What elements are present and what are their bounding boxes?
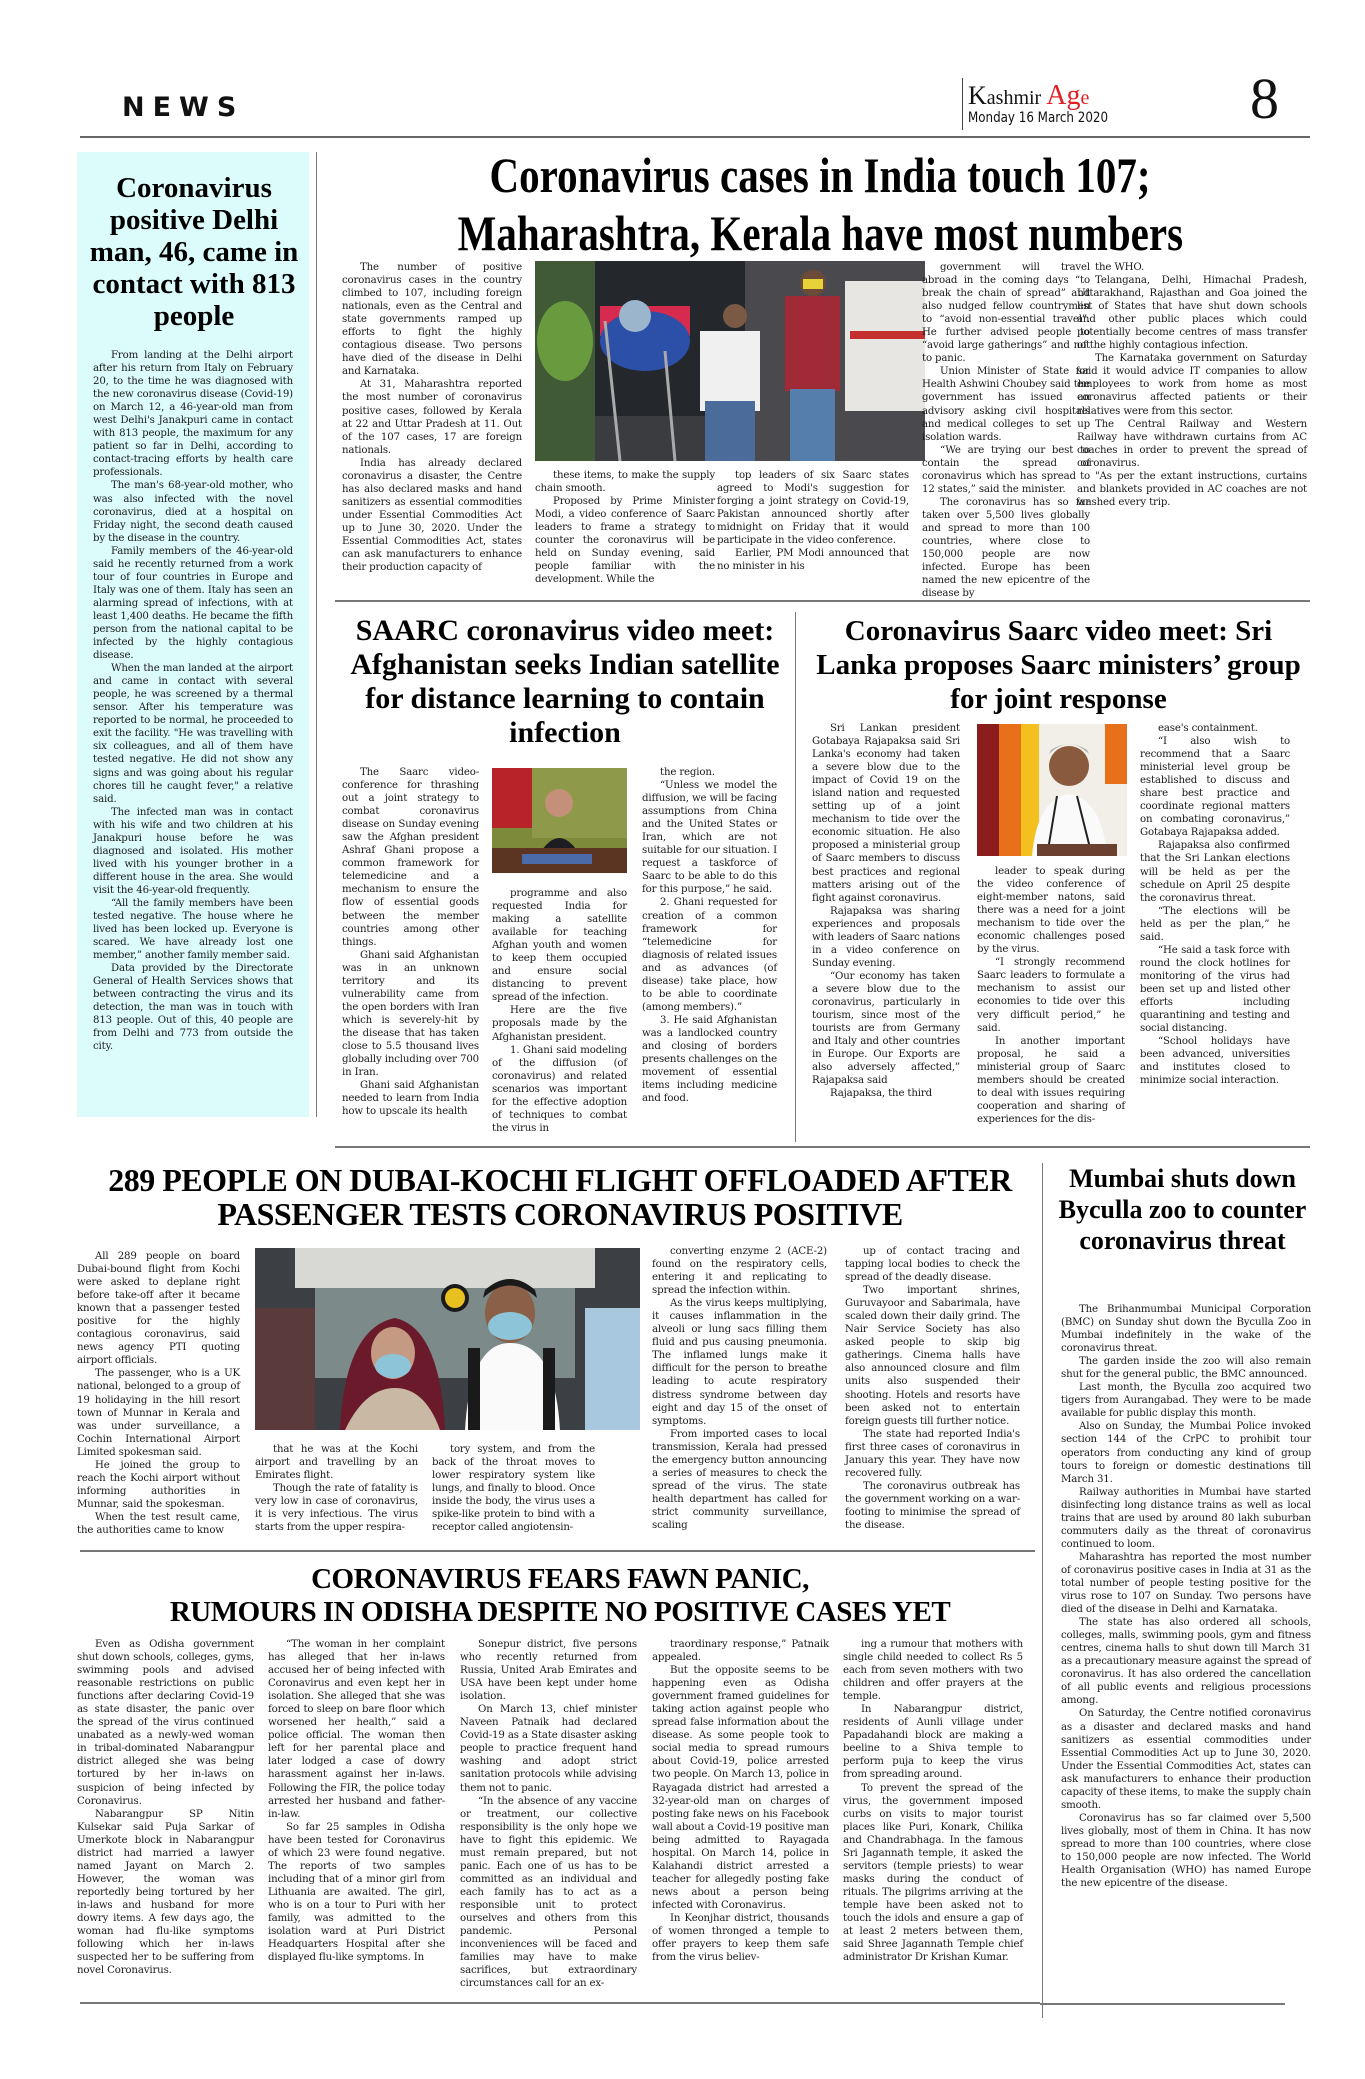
paragraph: All 289 people on board Dubai-bound flight from Kochi were asked to deplane right before take-off after it became known that a passenger tested positive for the highly contagious coronavirus, said news agency PTI quoting airport officials. [77, 1251, 240, 1367]
paragraph: "As per the extant instructions, curtains and blankets provided in AC coaches are not washed every trip. [1077, 470, 1307, 508]
odisha-column-4 [652, 1638, 829, 1964]
section-rule [335, 600, 1310, 602]
paragraph: tory system, and from the back of the throat moves to lower respiratory system like lungs, and finally to blood. Once inside the body, the virus uses a spike-like protein to bind with a receptor called angiotensin- [432, 1444, 595, 1534]
paragraph: “I also wish to recommend that a Saarc ministerial level group be established to discuss and share best practice and coordinate regional matters on combating coronavirus,” Gotabaya Rajapaksa added. [1140, 736, 1290, 839]
paragraph: In another important proposal, he said a ministerial group of Saarc members should be created to deal with issues requiring cooperation and sharing of experiences for the dis- [977, 1035, 1125, 1125]
odisha-headline [80, 1563, 1040, 1629]
paragraph: Coronavirus has so far claimed over 5,500 lives globally, most of them in China. It has now spread to more than 100 countries, where close to 150,000 people are now infected. The World Health Organisation (WHO) has named Europe the new epicentre of the disease. [1061, 1812, 1311, 1890]
paragraph: Two important shrines, Guruvayoor and Sabarimala, have scaled down their daily grind. The Nair Service Society has also asked people to skip big gatherings. Cinema halls have also announced closure and film units also suspended their shooting. Hotels and resorts have been asked not to entertain foreign guests till further notice. [845, 1285, 1020, 1427]
paragraph: “I strongly recommend Saarc leaders to formulate a mechanism to assist our economies to tide over this very difficult period,” he said. [977, 957, 1125, 1034]
paragraph: Rajapaksa was sharing experiences and proposals with leaders of Saarc nations in a video conference on Sunday evening. [812, 905, 960, 969]
column-divider [316, 152, 317, 1117]
paragraph: So far 25 samples in Odisha have been tested for Coronavirus of which 23 were found negative. The reports of two samples including that of a minor girl from Lithuania are awaited. The girl, who is on a tour to Puri with her family, was admitted to the isolation ward at Puri District Headquarters Hospital after she displayed flu-like symptoms. In [268, 1821, 445, 1964]
paragraph: The Saarc video-conference for thrashing out a joint strategy to combat coronavirus disease on Sunday evening saw the Afghan president Ashraf Ghani propose a common framework for telemedicine and a mechanism to ensure the flow of essential goods between the member countries among other things. [342, 767, 479, 948]
srilanka-headline: Coronavirus Saarc video meet: Sri Lanka proposes Saarc ministers’ group for joint response [816, 615, 1301, 715]
paragraph: 3. He said Afghanistan was a landlocked country and closing of borders presents challenges on the movement of essential items including medicine and food. [642, 1014, 777, 1105]
paragraph: “Unless we model the diffusion, we will be facing assumptions from China and the United States or Iran, which are not suitable for our situation. I request a taskforce of Saarc to be able to do this for this purpose,” he said. [642, 780, 777, 896]
paragraph: Sri Lankan president Gotabaya Rajapaksa said Sri Lanka's economy had taken a severe blow due to the impact of Covid 19 on the island nation and requested setting up of a joint mechanism to tide over the economic situation. He also proposed a ministerial group of Saarc members to discuss best practices and regional matters arising out of the fight against coronavirus. [812, 723, 960, 904]
paragraph: Rajapaksa, the third [830, 1088, 932, 1100]
newspaper-logo [968, 80, 1089, 112]
paragraph: “The elections will be held as per the plan,” he said. [1140, 905, 1290, 943]
paragraph: Rajapaksa also confirmed that the Sri Lankan elections will be held as per the schedule on April 25 despite the coronavirus threat. [1140, 840, 1290, 904]
logo-e: e [1080, 87, 1090, 109]
srilanka-column-1 [812, 722, 960, 1100]
paragraph: On Saturday, the Centre notified coronavirus as a disaster and declared masks and hand sanitizers as essential commodities under Essential Commodities Act up to June 30, 2020. Under the Essential Commodities Act, states can ask manufacturers to enhance their production capacity of these items, to make the supply chain smooth. [1061, 1708, 1311, 1811]
sidebar-article-body [93, 349, 293, 1054]
paragraph: programme and also requested India for making a satellite available for teaching Afghan youth and women to keep them occupied and ensure social distancing to prevent spread of the infection. [492, 888, 627, 1004]
paragraph: “All the family members have been tested negative. The house where he lived has been locked up. Everyone is scared. We have already lost one member,” another family member said. [93, 897, 293, 962]
paragraph: The Brihanmumbai Municipal Corporation (BMC) on Sunday shut down the Byculla Zoo in Mumbai indefinitely in the wake of the coronavirus threat. [1061, 1304, 1311, 1355]
dubai-headline-line2: PASSENGER TESTS CORONAVIRUS POSITIVE [217, 1196, 903, 1232]
paragraph: But the opposite seems to be happening even as Odisha government framed guidelines for taking action against people who spread false information about the disease. As some people took to social media to spread rumours about Covid-19, police arrested two people. On March 13, police in Rayagada district had arrested a 32-year-old man on charges of posting fake news on his Facebook wall about a Covid-19 positive man being admitted to Rayagada hospital. On March 14, police in Kalahandi district arrested a teacher for allegedly posting fake news about a person being infected with Coronavirus. [652, 1665, 829, 1911]
paragraph: The Central Railway and Western Railway have withdrawn curtains from AC coaches in order to prevent the spread of coronavirus. [1077, 418, 1307, 469]
logo-age: Ag [1046, 80, 1081, 111]
airport-passengers-photo [255, 1248, 640, 1430]
paragraph: When the man landed at the airport and came in contact with several people, he was screened by a thermal sensor. After his temperature was reported to be normal, he proceeded to exit the facility. "He was travelling with six colleagues, and all of them have tested negative. He did not show any signs and was going about his regular chores till he caught fever," a relative said. [93, 663, 293, 805]
brand-divider [962, 78, 963, 130]
odisha-column-5 [843, 1638, 1023, 1964]
paragraph: converting enzyme 2 (ACE-2) found on the respiratory cells, entering it and replicating to spread the infection within. [652, 1246, 827, 1297]
lead-headline-line2: Maharashtra, Kerala have most numbers [457, 205, 1183, 261]
paragraph: “He said a task force with round the clock hotlines for monitoring of the virus had been set up and listed other efforts including quarantining and testing and social distancing. [1140, 944, 1290, 1035]
paragraph: leader to speak during the video conference of eight-member natons, said there was a need for a joint mechanism to tide over the economic challenges posed by the virus. [977, 866, 1125, 956]
lead-headline [330, 146, 1310, 262]
paragraph: From landing at the Delhi airport after his return from Italy on February 20, to the time he was diagnosed with the new coronavirus disease (Covid-19) on March 12, a 46-year-old man from west Delhi's Janakpuri came in contact with 813 people, the maximum for any patient so far in Delhi, according to contact-tracing efforts by health care professionals. [93, 350, 293, 479]
paragraph: The Karnataka government on Saturday said it would advice IT companies to allow employees to work from home as most coronavirus affected patients or their relatives were from this sector. [1077, 353, 1307, 417]
paragraph: The number of positive coronavirus cases in the country climbed to 107, including foreign nationals, even as the Central and state governments ramped up efforts to fight the highly contagious disease. Two persons have died of the disease in Delhi and Karnataka. [342, 262, 522, 378]
paragraph: In Nabarangpur district, residents of Aunli village under Papadahandi block are making a beeline to a Shiva temple to perform puja to keep the virus from spreading around. [843, 1704, 1023, 1781]
afghanistan-column-3 [642, 766, 777, 1105]
paragraph: Though the rate of fatality is very low in case of coronavirus, it is very infectious. The virus starts from the upper respira- [255, 1483, 418, 1534]
srilanka-column-2 [977, 865, 1125, 1126]
paragraph: “School holidays have been advanced, universities and institutes closed to minimize social interaction. [1140, 1036, 1290, 1087]
logo-k: K [968, 81, 987, 110]
paragraph: To prevent the spread of the virus, the government imposed curbs on visits to major tourist places like Puri, Konark, Chilika and Chandrabhaga. In the famous Sri Jagannath temple, it asked the servitors (temple priests) to wear masks during the conduct of rituals. The pilgrims arriving at the temple have been asked not to touch the idols and ensure a gap of at least 2 meters between them, said Shree Jagannath Temple chief administrator Dr Krishan Kumar. [843, 1782, 1023, 1964]
paragraph: Ghani said Afghanistan needed to learn from India how to upscale its health [342, 1080, 479, 1118]
odisha-column-1 [77, 1638, 254, 1977]
rajapaksa-photo [977, 724, 1127, 856]
afghanistan-column-1 [342, 766, 479, 1118]
section-rule [80, 1550, 1035, 1552]
section-rule [1040, 2003, 1285, 2005]
paragraph: Nabarangpur SP Nitin Kulsekar said Puja Sarkar of Umerkote block in Nabarangpur district had married a lawyer named Jayant on March 2. However, the woman was reportedly being tortured by her in-laws and husband for more dowry items. A few days ago, the woman had flu-like symptoms following which her in-laws suspected her to be suffering from novel Coronavirus. [77, 1808, 254, 1977]
paragraph: up of contact tracing and tapping local bodies to check the spread of the deadly disease. [845, 1246, 1020, 1284]
paragraph: The garden inside the zoo will also remain shut for the general public, the BMC announced. [1061, 1356, 1311, 1381]
odisha-headline-line2: RUMOURS IN ODISHA DESPITE NO POSITIVE CASES YET [169, 1596, 951, 1628]
column-divider [1042, 1163, 1043, 2018]
dubai-column-5 [845, 1245, 1020, 1532]
rajapaksa-photo-icon [977, 724, 1127, 856]
paragraph: On March 13, chief minister Naveen Patnaik had declared Covid-19 as a State disaster asking people to practice frequent hand washing and adopt strict sanitation protocols while advising them not to panic. [460, 1704, 637, 1794]
paragraph: ing a rumour that mothers with single child needed to collect Rs 5 each from seven mothers with two children and offer prayers at the temple. [843, 1639, 1023, 1703]
paragraph: Here are the five proposals made by the Afghanistan president. [492, 1005, 627, 1043]
issue-date: Monday 16 March 2020 [968, 110, 1109, 126]
paragraph: the region. [660, 767, 715, 778]
logo-kashmir: ashmir [986, 87, 1042, 109]
paragraph: top leaders of six Saarc states agreed to Modi's suggestion for forging a joint strategy on Covid-19, Pakistan announced shortly after midnight on Friday that it would participate in the video conference. [717, 470, 909, 547]
paragraph: India has already declared coronavirus a disaster, the Centre has also declared masks and hand sanitizers as essential commodities under Essential Commodities Act up to June 30, 2020. Under the Essential Commodities Act, states can ask manufacturers to enhance their production capacity of [342, 457, 522, 574]
paragraph: At 31, Maharashtra reported the most number of coronavirus positive cases, followed by Kerala at 22 and Uttar Pradesh at 11. Out of the 107 cases, 17 are foreign nationals. [342, 379, 522, 456]
paragraph: traordinary response,” Patnaik appealed. [652, 1639, 829, 1664]
section-label: NEWS [122, 92, 245, 123]
paragraph: Family members of the 46-year-old said he recently returned from a work tour of four countries in Europe and Italy was one of them. Italy has seen an alarming spread of infections, with at least 1,400 deaths. He became the fifth person from the national capital to be infected by the highly contagious disease. [93, 545, 293, 662]
afghanistan-column-2 [492, 887, 627, 1135]
dubai-column-2 [255, 1443, 418, 1534]
paragraph: The passenger, who is a UK national, belonged to a group of 19 holidaying in the hill resort town of Munnar in Kerala and was under surveillance, a Cochin International Airport Limited spokesman said. [77, 1368, 240, 1458]
paragraph: Data provided by the Directorate General of Health Services shows that between contracting the virus and its detection, the man was in touch with 813 people. Out of this, 40 people are from Delhi and 773 from outside the city. [93, 963, 293, 1053]
paragraph: Ghani said Afghanistan was in an unknown territory and its vulnerability came from the open borders with Iran which is severely-hit by the disease that has taken close to 5.5 thousand lives globally including over 700 in Iran. [342, 949, 479, 1079]
ghani-photo-icon [492, 768, 627, 873]
paragraph: Also on Sunday, the Mumbai Police invoked section 144 of the CrPC to prohibit tour operators from conducting any kind of group tours to foreign or domestic destinations till March 31. [1061, 1421, 1311, 1485]
paragraph: The coronavirus outbreak has the government working on a war-footing to minimise the spread of the disease. [845, 1480, 1020, 1531]
paragraph: The infected man was in contact with his wife and two children at his Janakpuri house before he was diagnosed and isolated. His mother lived with his younger brother in a different house in the area. She would visit the 46-year-old frequently. [93, 806, 293, 896]
paragraph: the WHO. [1095, 262, 1145, 273]
paragraph: Earlier, PM Modi announced that no minister in his [717, 548, 909, 573]
paragraph: The coronavirus has so far taken over 5,500 lives globally and spread to more than 100 countries, where close to 150,000 people are now infected. Europe has been named the new epicentre of the disease by [922, 496, 1090, 600]
lead-column-3 [717, 469, 909, 573]
lead-photo [535, 261, 925, 461]
paragraph: “We are trying our best to contain the spread of coronavirus which has spread to 12 states,” said the minister. [922, 444, 1090, 495]
lead-column-4 [922, 261, 1090, 600]
page-number: 8 [1250, 66, 1279, 131]
paragraph: As the virus keeps multiplying, it causes inflammation in the alveoli or lung sacs filling them fluid and pus causing pneumonia. The inflamed lungs make it difficult for the person to breathe leading to acute respiratory distress syndrome between day eight and day 15 of the onset of symptoms. [652, 1298, 827, 1427]
paragraph: In Keonjhar district, thousands of women thronged a temple to offer prayers to keep them safe from the virus believ- [652, 1912, 829, 1964]
ghani-photo [492, 768, 627, 873]
dubai-column-4 [652, 1245, 827, 1532]
paragraph: He joined the group to reach the Kochi airport without informing authorities in Munnar, said the spokesman. [77, 1459, 240, 1510]
lead-column-2 [535, 469, 715, 586]
paragraph: Maharashtra has reported the most number of coronavirus positive cases in India at 31 as the total number of people testing positive for the virus rose to 107 on Sunday. Two persons have died of the disease in Delhi and Karnataka. [1061, 1551, 1311, 1616]
paragraph: Union Minister of State for Health Ashwini Choubey said the government has issued an advisory asking civil hospitals and medical colleges to set up isolation wards. [922, 366, 1090, 443]
dubai-kochi-headline [80, 1163, 1040, 1231]
lead-column-1 [342, 261, 522, 574]
paragraph: The man's 68-year-old mother, who was also infected with the novel coronavirus, died at a hospital on Friday night, the second death caused by the disease in the country. [93, 480, 293, 544]
stretcher-photo-icon [535, 261, 925, 461]
odisha-headline-line1: CORONAVIRUS FEARS FAWN PANIC, [311, 1563, 809, 1595]
paragraph: Last month, the Byculla zoo acquired two tigers from Aurangabad. They were to be made available for public display this month. [1061, 1382, 1311, 1420]
paragraph: Even as Odisha government shut down schools, colleges, gyms, swimming pools and advised reasonable restrictions on public functions after declaring Covid-19 as state disaster, the panic over the spread of the virus continued unabated as a newly-wed woman in tribal-dominated Nabarangpur district alleged she was being tortured by her in-laws on suspicion of being infected by Coronavirus. [77, 1639, 254, 1807]
paragraph: ease's containment. [1158, 723, 1258, 734]
afghanistan-headline: SAARC coronavirus video meet: Afghanistan seeks Indian satellite for distance learning to contain infection [350, 614, 780, 749]
paragraph: Telangana, Delhi, Himachal Pradesh, Uttarakhand, Rajasthan and Goa joined the list of States that have shut down schools and other public places which could potentially become centres of mass transfer of the highly contagious infection. [1077, 275, 1307, 352]
paragraph: “Our economy has taken a severe blow due to the coronavirus, particularly in tourism, since most of the tourists are from Germany and Italy and other countries in Europe. Our Exports are also adversely affected,” Rajapaksa said [812, 970, 960, 1087]
paragraph: When the test result came, the authorities came to know [77, 1511, 240, 1536]
header-rule [80, 136, 1310, 138]
dubai-headline-line1: 289 PEOPLE ON DUBAI-KOCHI FLIGHT OFFLOADED AFTER [108, 1162, 1012, 1198]
srilanka-column-3 [1140, 722, 1290, 1087]
odisha-column-3 [460, 1638, 637, 1990]
sidebar-headline: Coronavirus positive Delhi man, 46, came in contact with 813 people [89, 172, 299, 332]
airport-photo-icon [255, 1248, 640, 1430]
paragraph: “In the absence of any vaccine or treatment, our collective responsibility is the only hope we have to fight this epidemic. We must remain prepared, but not panic. Each one of us has to be committed as an individual and each family has to act as a responsible unit to protect ourselves and others from this pandemic. Personal inconveniences will be faced and families may have to make sacrifices, but extraordinary circumstances call for an ex- [460, 1795, 637, 1990]
paragraph: Railway authorities in Mumbai have started disinfecting long distance trains as well as local trains that are used by around 80 lakh suburban commuters daily as the threat of coronavirus continued to loom. [1061, 1486, 1311, 1550]
paragraph: these items, to make the supply chain smooth. [535, 470, 715, 495]
paragraph: Sonepur district, five persons who recently returned from Russia, United Arab Emirates and USA have been kept under home isolation. [460, 1639, 637, 1703]
paragraph: The state has also ordered all schools, colleges, malls, swimming pools, gym and fitness centres, cinema halls to shut down till March 31 as a precautionary measure against the spread of coronavirus. It has also ordered the cancellation of all public events and religious processions among. [1061, 1617, 1311, 1707]
mumbai-zoo-article-body [1061, 1303, 1311, 1890]
mumbai-zoo-headline: Mumbai shuts down Byculla zoo to counter coronavirus threat [1058, 1164, 1307, 1255]
dubai-column-3 [432, 1443, 595, 1534]
paragraph: Proposed by Prime Minister Modi, a video conference of Saarc leaders to frame a strategy to counter the coronavirus will be held on Sunday evening, said people familiar with the development. While the [535, 496, 715, 586]
section-rule [80, 2002, 1040, 2004]
paragraph: government will travel abroad in the coming days “to break the chain of spread” and also nudged fellow countrymen to “avoid non-essential travel”. He further advised people to “avoid large gatherings” and not to panic. [922, 262, 1090, 365]
section-rule [335, 1146, 1310, 1148]
odisha-column-2 [268, 1638, 445, 1964]
paragraph: From imported cases to local transmission, Kerala had pressed the emergency button announcing a series of measures to check the spread of the virus. The state health department has called for strict community surveillance, scaling [652, 1428, 827, 1531]
dubai-column-1 [77, 1250, 240, 1537]
paragraph: 1. Ghani said modeling of the diffusion (of coronavirus) and related scenarios was important for the effective adoption of techniques to combat the virus in [492, 1044, 627, 1134]
paragraph: “The woman in her complaint has alleged that her in-laws accused her of being infected with Coronavirus and even kept her in isolation. She alleged that she was forced to sleep on bare floor which worsened her health,” said a police official. The woman then left for her parental place and later lodged a case of dowry harassment against her in-laws. Following the FIR, the police today arrested her husband and father-in-law. [268, 1639, 445, 1820]
paragraph: 2. Ghani requested for creation of a common framework for “telemedicine for diagnosis of related issues and as advances (of disease) take place, how to be able to coordinate (among members).” [642, 897, 777, 1013]
column-divider [795, 612, 796, 1142]
lead-column-5 [1077, 261, 1307, 509]
lead-headline-line1: Coronavirus cases in India touch 107; [489, 147, 1151, 203]
paragraph: that he was at the Kochi airport and travelling by an Emirates flight. [255, 1444, 418, 1482]
paragraph: The state had reported India's first three cases of coronavirus in January this year. They have now recovered fully. [845, 1428, 1020, 1479]
